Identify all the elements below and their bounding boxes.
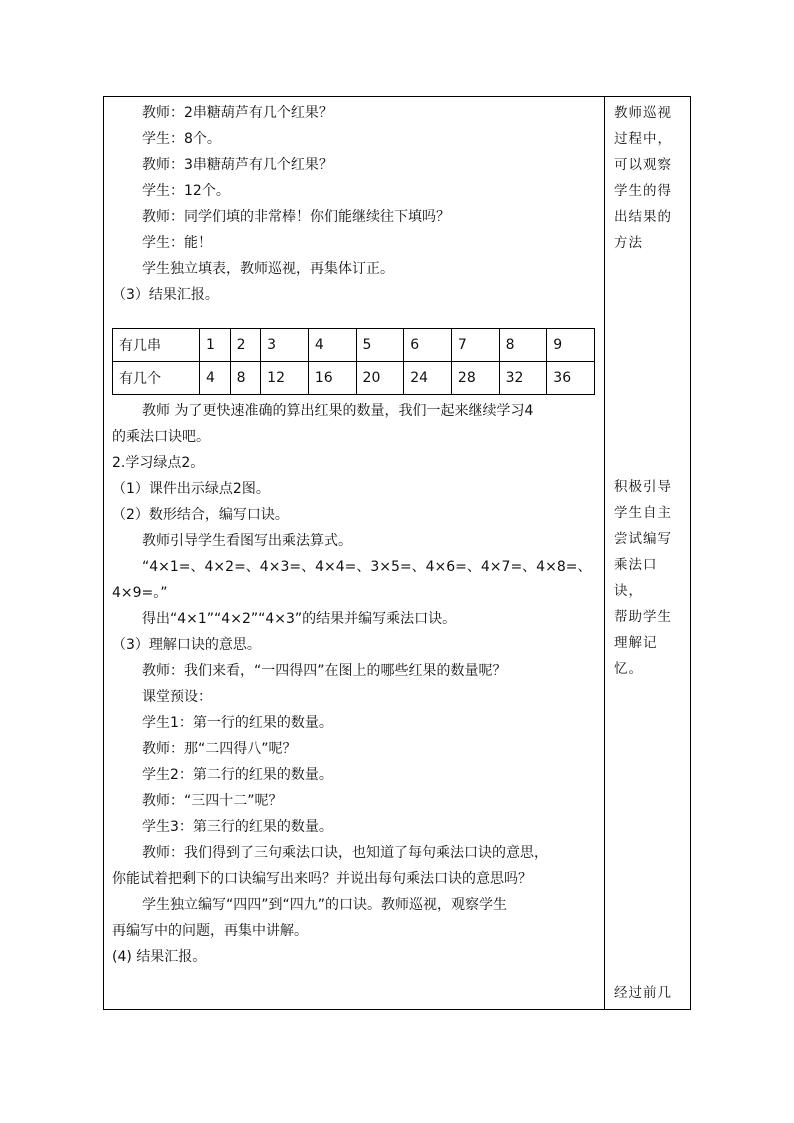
table-row-header: 有几串 bbox=[113, 329, 200, 362]
side-note-line: 理解记忆。 bbox=[614, 635, 658, 677]
paragraph-line: 学生：12个。 bbox=[142, 183, 230, 199]
side-note-line: 出结果的 bbox=[614, 209, 672, 225]
table-cell: 7 bbox=[451, 329, 499, 362]
table-cell: 8 bbox=[230, 362, 261, 395]
table-row bbox=[113, 362, 595, 395]
paragraph-line: 学生：能！ bbox=[142, 235, 212, 251]
table-cell: 9 bbox=[547, 329, 595, 362]
paragraph-line: 教师引导学生看图写出乘法算式。 bbox=[142, 533, 352, 549]
side-note-line: 尝试编写 bbox=[614, 531, 672, 547]
paragraph-line: 教师：“三四十二”呢？ bbox=[142, 793, 283, 809]
table-cell: 4 bbox=[200, 362, 231, 395]
table-cell: 5 bbox=[356, 329, 404, 362]
table-cell: 16 bbox=[308, 362, 356, 395]
table-row bbox=[113, 329, 595, 362]
paragraph-line: (4) 结果汇报。 bbox=[112, 949, 207, 965]
paragraph-line: “4×1=、4×2=、4×3=、4×4=、3×5=、4×6=、4×7=、4×8=、 bbox=[142, 559, 592, 575]
table-cell: 1 bbox=[200, 329, 231, 362]
table-cell: 8 bbox=[499, 329, 547, 362]
side-note-line: 教师巡视 bbox=[614, 105, 672, 121]
paragraph-line: 学生1：第一行的红果的数量。 bbox=[142, 715, 333, 731]
paragraph-line: 学生：8个。 bbox=[142, 131, 221, 147]
table-cell: 24 bbox=[404, 362, 452, 395]
side-note-line: 乘法口诀， bbox=[614, 557, 658, 599]
side-note-line: 经过前几 bbox=[614, 985, 672, 1001]
table-cell: 32 bbox=[499, 362, 547, 395]
paragraph-line: 学生3：第三行的红果的数量。 bbox=[142, 819, 333, 835]
paragraph-line: 教师：3串糖葫芦有几个红果？ bbox=[142, 157, 333, 173]
paragraph-line: 学生独立编写“四四”到“四九”的口诀。教师巡视，观察学生 bbox=[142, 897, 508, 913]
paragraph-line: 教师：我们得到了三句乘法口诀，也知道了每句乘法口诀的意思， bbox=[142, 845, 548, 861]
paragraph-line: 课堂预设： bbox=[142, 689, 212, 705]
paragraph-line: 2.学习绿点2。 bbox=[112, 455, 205, 471]
side-note-line: 学生的得 bbox=[614, 183, 672, 199]
side-note-line: 帮助学生 bbox=[614, 609, 672, 625]
table-cell: 28 bbox=[451, 362, 499, 395]
table-cell: 2 bbox=[230, 329, 261, 362]
side-note-1 bbox=[614, 100, 686, 256]
table-cell: 4 bbox=[308, 329, 356, 362]
main-content-bottom bbox=[112, 398, 598, 970]
paragraph-line: （2）数形结合，编写口诀。 bbox=[112, 507, 289, 523]
paragraph-line: 学生2：第二行的红果的数量。 bbox=[142, 767, 333, 783]
column-divider bbox=[604, 96, 605, 1010]
paragraph-line: 教师：我们来看，“一四得四”在图上的哪些红果的数量呢？ bbox=[142, 663, 507, 679]
table-row-header: 有几个 bbox=[113, 362, 200, 395]
table-cell: 6 bbox=[404, 329, 452, 362]
paragraph-line: （3）理解口诀的意思。 bbox=[112, 637, 261, 653]
paragraph-line: （3）结果汇报。 bbox=[112, 287, 219, 303]
table-cell: 12 bbox=[261, 362, 309, 395]
main-content-top bbox=[112, 100, 598, 308]
paragraph-line: 教师：同学们填的非常棒！你们能继续往下填吗？ bbox=[142, 209, 450, 225]
paragraph-line: 教师：2串糖葫芦有几个红果？ bbox=[142, 105, 333, 121]
paragraph-line: 学生独立填表，教师巡视，再集体订正。 bbox=[142, 261, 394, 277]
paragraph-line: 再编写中的问题，再集中讲解。 bbox=[112, 923, 308, 939]
side-note-line: 方法 bbox=[614, 235, 643, 251]
table-cell: 20 bbox=[356, 362, 404, 395]
paragraph-line: 得出“4×1”“4×2”“4×3”的结果并编写乘法口诀。 bbox=[142, 611, 457, 627]
paragraph-line: （1）课件出示绿点2图。 bbox=[112, 481, 270, 497]
side-note-line: 过程中， bbox=[614, 131, 672, 147]
paragraph-line: 你能试着把剩下的口诀编写出来吗？并说出每句乘法口诀的意思吗？ bbox=[112, 871, 532, 887]
paragraph-line: 4×9=。” bbox=[112, 585, 168, 601]
side-note-2 bbox=[614, 474, 686, 682]
paragraph-line: 教师：那“二四得八”呢？ bbox=[142, 741, 297, 757]
side-note-line: 可以观察 bbox=[614, 157, 672, 173]
side-note-line: 积极引导 bbox=[614, 479, 672, 495]
side-note-line: 学生自主 bbox=[614, 505, 672, 521]
paragraph-line: 教师 为了更快速准确的算出红果的数量，我们一起来继续学习4 bbox=[142, 403, 534, 419]
paragraph-line: 的乘法口诀吧。 bbox=[112, 429, 210, 445]
table-cell: 36 bbox=[547, 362, 595, 395]
results-table bbox=[112, 328, 595, 395]
table-cell: 3 bbox=[261, 329, 309, 362]
side-note-3 bbox=[614, 980, 686, 1006]
